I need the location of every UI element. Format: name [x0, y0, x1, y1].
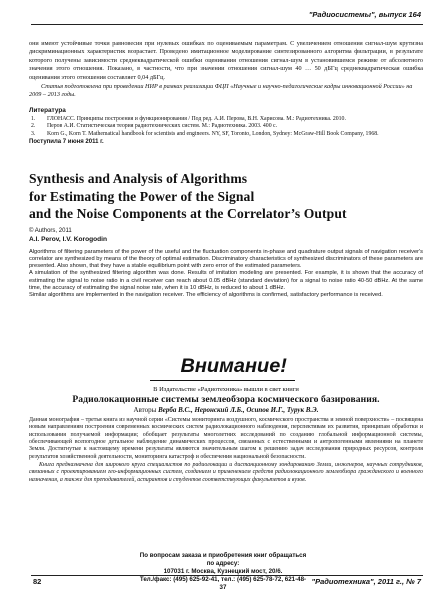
publisher-line: В Издательстве «Радиотехника» вышли в свет книги — [153, 386, 299, 393]
running-head: "Радиосистемы", выпуск 164 — [308, 10, 421, 19]
main-column — [29, 40, 423, 300]
authors-names: Верба В.С., Неронский Л.Б., Осипов И.Г., Турук В.Э. — [158, 406, 319, 414]
intro-paragraph: они имеют устойчивые точки равновесия при нулевых ошибках по оцениваемым параметрам. С увеличением отношения сигнал-шум крутизна дискриминационных характеристик возрастает. Проведено имитационное моделирование синтезированного алгоритма фильтрации, в результате которого получены зависимости среднеквадратической ошибки оценивания отношения сигнал-шум в установившемся режиме от абсолютного значения этого отношения. Показано, в частности, что при значении отношения сигнал-шум 40 … 50 дБГц среднеквадратическая ошибка оценивания этого отношения составляет 0,04 дБГц. — [29, 40, 423, 81]
english-title-line: for Estimating the Power of the Signal — [29, 188, 255, 204]
reference-number: 1. — [31, 115, 36, 122]
order-line: По вопросам заказа и приобретения книг обращаться по адресу: — [139, 552, 307, 567]
order-info — [138, 552, 308, 592]
book-authors — [29, 406, 423, 414]
book-announcement — [29, 386, 423, 484]
reference-text: Korn G., Korn T. Mathematical handbook for scientists and engineers. NY, SF, Toronto, London, Sydney: McGraw-Hill Book Company, 1968. — [47, 130, 379, 137]
abstract-paragraph: Similar algorithms are implemented in the navigation receiver. The efficiency of algorithms is confirmed, satisfactory performance is received. — [29, 292, 383, 299]
book-title: Радиолокационные системы землеобзора космического базирования. — [72, 394, 380, 405]
reference-item — [29, 116, 423, 123]
footer-rule — [31, 575, 423, 576]
reference-number: 2. — [31, 123, 36, 130]
notice-heading — [171, 357, 296, 376]
reference-item — [29, 123, 423, 130]
notice-heading-text: Внимание! — [180, 356, 287, 377]
reference-text: Перов А.И. Статистическая теория радиотехнических систем. М.: Радиотехника. 2003. 400 с. — [47, 123, 278, 130]
english-title — [29, 170, 423, 223]
order-address: 107031 г. Москва, Кузнецкий мост, 20/6. — [163, 568, 283, 575]
copyright-line: © Authors, 2011 — [29, 227, 72, 234]
english-title-line: Synthesis and Analysis of Algorithms — [29, 171, 248, 187]
english-title-line: and the Noise Components at the Correlator’s Output — [29, 206, 347, 222]
abstract-paragraph: Algorithms of filtering parameters of the power of the useful and the fluctuation components in-phase and quadrature output signals of navigation receiver's correlator are synthesized by means of the theory of optimal estimation. Discriminatory characteristics of synthesized discriminators of these parameters are presented. Also shown, that they have a stable equilibrium point with zero error of the estimated parameters. — [29, 248, 423, 270]
english-authors: A.I. Perov, I.V. Korogodin — [29, 235, 108, 243]
authors-prefix: Авторы — [133, 406, 157, 414]
page-number: 82 — [33, 577, 42, 586]
abstract-paragraph: A simulation of the synthesized filtering algorithm was done. Results of imitation modeling are presented. For example, it is shown that the accuracy of estimating the signal to noise ratio in a civil receiver can reach about 0.05 dBHz (standard deviation) for a signal to noise ratio 40-50 dBHz. At the same time, the accuracy of estimating the signal noise rate, when it is 10 dBHz, is reduced to about 1 dBHz. — [29, 270, 423, 292]
order-phones: Тел./факс: (495) 625-92-41, тел.: (495) 625-78-72, 621-48-37 — [139, 576, 307, 591]
reference-number: 3. — [31, 130, 36, 137]
header-rule — [31, 24, 423, 25]
reference-list — [29, 116, 423, 138]
footer-journal: "Радиотехника", 2011 г., № 7 — [311, 577, 421, 586]
reference-text: ГЛОНАСС. Принципы построения и функционирования / Под ред. А.И. Перова, В.Н. Харисова. М.: Радиотехника. 2010. — [47, 115, 346, 122]
notice-rule — [150, 380, 295, 381]
literature-heading: Литература — [29, 106, 66, 114]
book-audience: Книга предназначена для широкого круга специалистов по радиолокации и дистанционному зондированию Земли, инженеров, научных сотрудников, связанных с проектированием гео-информационных систем, созданием и применением средств радиолокационного землеобзора гражданского и военного назначения, а также для преподавателей, аспирантов и студентов соответствующих факультетов и вузов. — [29, 462, 423, 483]
received-date: Поступила 7 июня 2011 г. — [29, 139, 104, 146]
reference-item — [29, 131, 423, 138]
acknowledgement: Статья подготовлена при проведении НИР в рамках реализации ФЦП «Научные и научно-педагогические кадры инновационной России» на 2009 – 2013 годы. — [29, 83, 413, 99]
book-description: Данная монография – третья книга из научной серии «Системы мониторинга воздушного, космического пространства и земной поверхности» – посвящена новым направлениям построения современных космических систем радиолокационного наблюдения, перспективам их развития, принципам обработки и использования получаемой информации; обобщает результаты многолетних исследований по созданию глобальной информационной системы, обеспечивающей всепогодное детальное наблюдение динамических процессов, связанных с естественными и антропогенными явлениями на планете Земля. Достигнутые к настоящему времени результаты являются значительным шагом к решению задач исследования природных ресурсов, контроля результатов хозяйственной деятельности, мониторинга катастроф и обеспечения национальной безопасности. — [29, 417, 423, 460]
